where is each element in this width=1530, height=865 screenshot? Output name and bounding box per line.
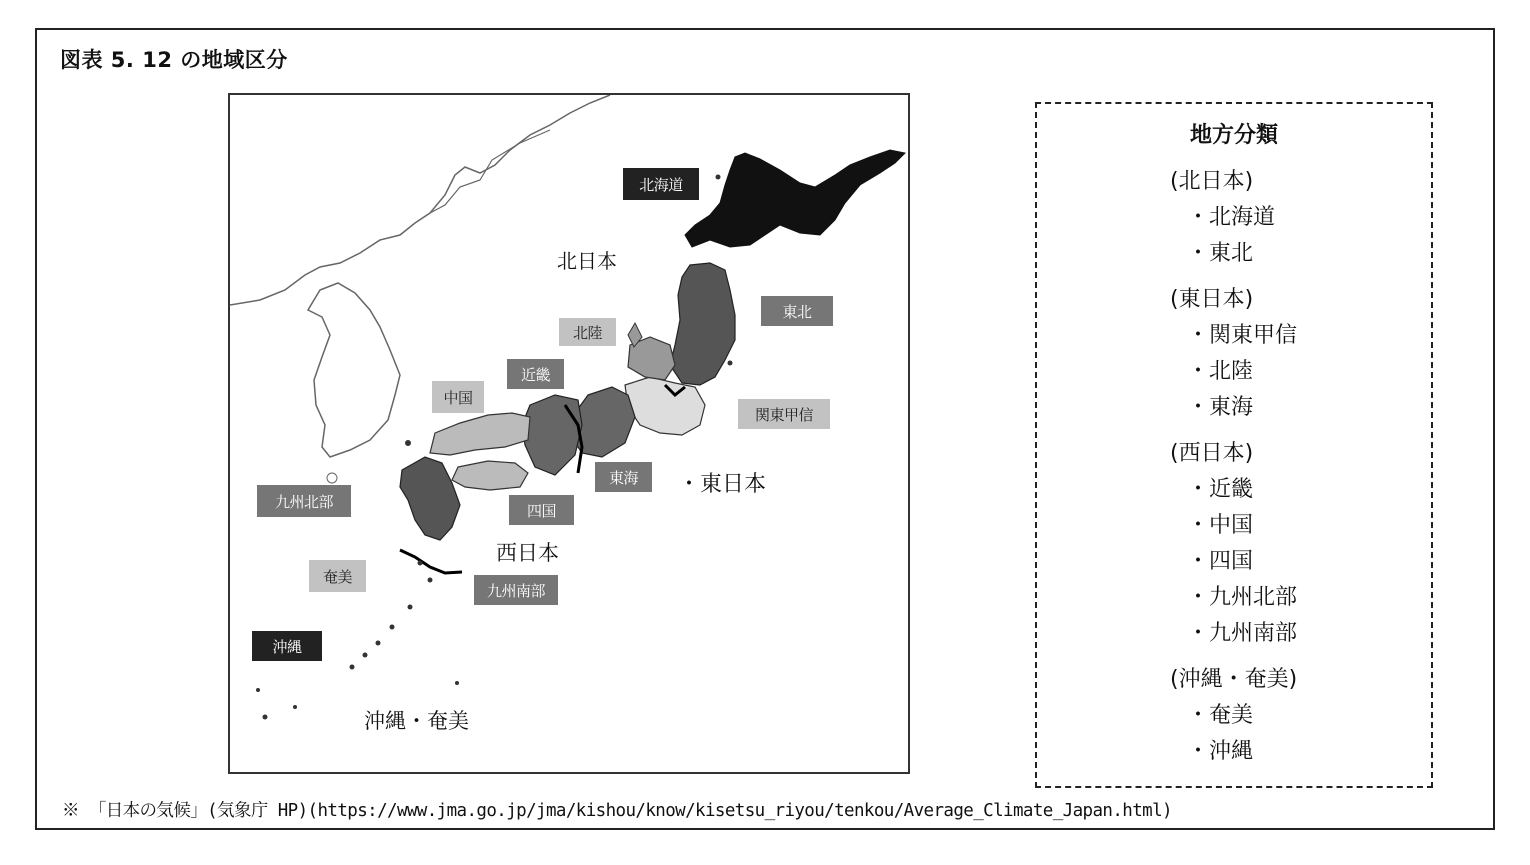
region-legend xyxy=(1035,102,1433,788)
source-note: ※ 「日本の気候」(気象庁 HP)(https://www.jma.go.jp/jma/kishou/know/kisetsu_riyou/tenkou/Average_Climate_Japan.html) xyxy=(62,801,1172,821)
asia-coastline xyxy=(230,95,610,305)
legend-item: ・東北 xyxy=(1187,241,1254,266)
kyushu-region xyxy=(400,457,460,540)
legend-group-east: (東日本) xyxy=(1170,287,1254,312)
legend-group-okinawa-amami: (沖縄・奄美) xyxy=(1170,667,1298,692)
tag-hokkaido: 北海道 xyxy=(623,168,699,200)
figure-title: 図表 5. 12 の地域区分 xyxy=(60,48,288,72)
legend-group-north: (北日本) xyxy=(1170,169,1254,194)
island xyxy=(455,681,459,685)
tag-kyushu-north: 九州北部 xyxy=(257,485,351,517)
tag-kanto-koshin: 関東甲信 xyxy=(738,399,830,429)
island xyxy=(363,653,368,658)
legend-item: ・関東甲信 xyxy=(1187,323,1298,348)
tag-tokai: 東海 xyxy=(595,462,652,492)
tag-kyushu-south: 九州南部 xyxy=(474,575,558,605)
legend-item: ・北海道 xyxy=(1187,205,1276,230)
island xyxy=(418,561,423,566)
legend-item: ・奄美 xyxy=(1187,703,1254,728)
tag-okinawa: 沖縄 xyxy=(252,631,322,661)
legend-item: ・近畿 xyxy=(1187,477,1254,502)
map-drawing xyxy=(230,95,910,774)
island xyxy=(350,665,355,670)
legend-item: ・九州北部 xyxy=(1187,585,1298,610)
tag-amami: 奄美 xyxy=(309,560,366,592)
amami-divider xyxy=(400,550,462,573)
russia-coast xyxy=(430,130,550,213)
island xyxy=(728,361,733,366)
legend-item: ・四国 xyxy=(1187,549,1254,574)
island xyxy=(256,688,260,692)
island xyxy=(263,715,268,720)
island xyxy=(716,175,721,180)
kinki-region xyxy=(522,395,582,475)
legend-item: ・北陸 xyxy=(1187,359,1254,384)
legend-item: ・東海 xyxy=(1187,395,1254,420)
area-label-west: 西日本 xyxy=(496,541,559,565)
area-label-okinawa-amami: 沖縄・奄美 xyxy=(364,709,469,733)
area-label-north: 北日本 xyxy=(557,249,617,273)
tag-tohoku: 東北 xyxy=(761,296,833,326)
island xyxy=(405,440,411,446)
area-label-east: ・東日本 xyxy=(678,472,767,497)
tag-hokuriku: 北陸 xyxy=(559,318,616,346)
island xyxy=(390,625,395,630)
tohoku-region xyxy=(670,263,735,385)
legend-group-west: (西日本) xyxy=(1170,441,1254,466)
legend-item: ・沖縄 xyxy=(1187,739,1254,764)
korean-peninsula xyxy=(308,283,400,457)
tag-shikoku: 四国 xyxy=(509,495,574,525)
tag-chugoku: 中国 xyxy=(432,381,484,413)
legend-item: ・九州南部 xyxy=(1187,621,1298,646)
tag-kinki: 近畿 xyxy=(507,359,564,389)
hokkaido-island xyxy=(685,150,905,247)
shikoku-region xyxy=(452,461,528,490)
island xyxy=(376,641,381,646)
island xyxy=(408,605,413,610)
island xyxy=(428,578,433,583)
legend-title: 地方分類 xyxy=(1189,123,1278,148)
island xyxy=(293,705,297,709)
island xyxy=(327,473,337,483)
japan-region-map xyxy=(228,93,910,774)
legend-item: ・中国 xyxy=(1187,513,1254,538)
chugoku-region xyxy=(430,413,530,455)
